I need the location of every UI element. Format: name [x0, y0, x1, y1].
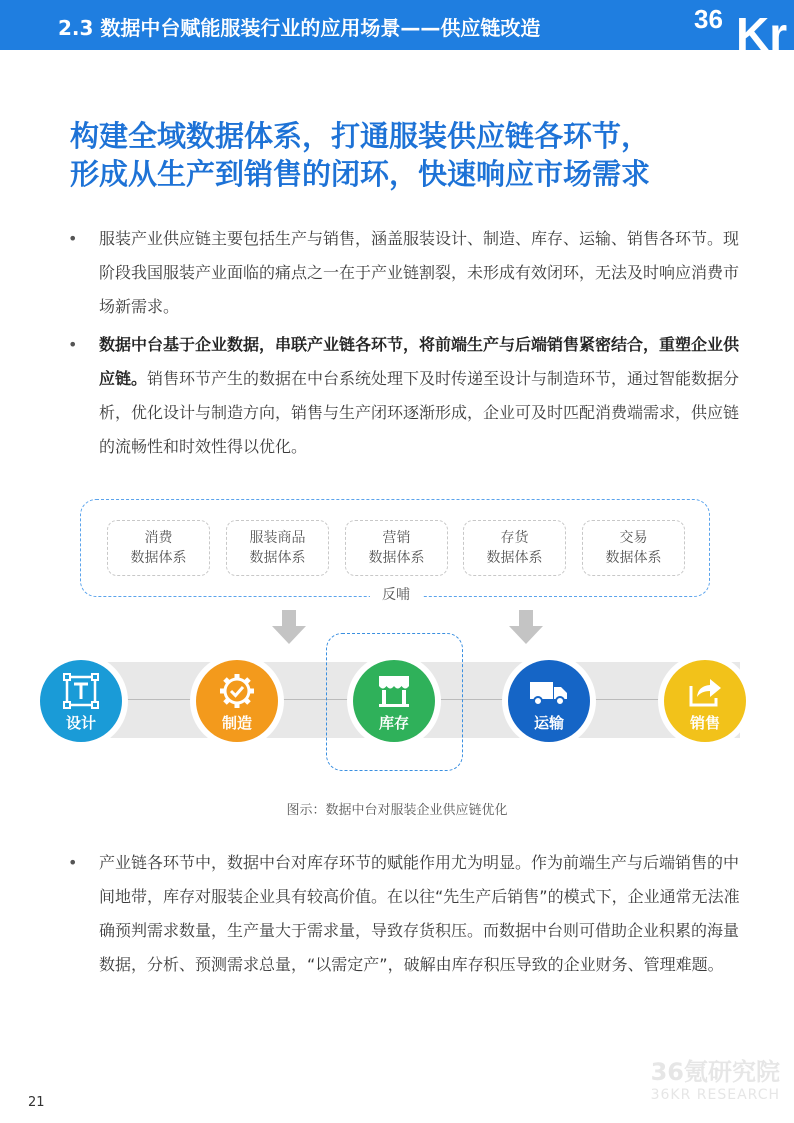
down-arrow-icon — [507, 610, 545, 646]
bullet-dot: • — [68, 335, 78, 354]
node-label: 设计 — [65, 714, 96, 732]
svg-text:36: 36 — [694, 4, 723, 34]
data-system-box — [463, 520, 566, 576]
node-transport — [502, 654, 596, 748]
bullet-text: 产业链各环节中，数据中台对库存环节的赋能作用尤为明显。作为前端生产与后端销售的中间地带，库存对服装企业具有较高价值。在以往“先生产后销售”的模式下，企业通常无法准确预判需求数量，生产量大于需求量，导致存货积压。而数据中台则可借助企业积累的海量数据，分析、预测需求总量，“以需定产”，破解由库存积压导致的企业财务、管理难题。 — [99, 853, 740, 974]
system-name: 存货 — [500, 530, 529, 546]
feedback-label: 反哺 — [370, 585, 422, 605]
headline-line-1: 构建全域数据体系，打通服装供应链各环节， — [70, 119, 651, 153]
node-transport-circle — [508, 660, 590, 742]
system-suffix: 数据体系 — [605, 550, 662, 566]
bullet-text: 销售环节产生的数据在中台系统处理下及时传递至设计与制造环节，通过智能数据分析，优化设计与制造方向，销售与生产闭环逐渐形成，企业可及时匹配消费端需求，供应链的流畅性和时效性得以优化。 — [99, 369, 740, 456]
headline-line-2: 形成从生产到销售的闭环，快速响应市场需求 — [70, 157, 651, 191]
bullet-item — [64, 222, 744, 324]
system-name: 消费 — [144, 530, 173, 546]
figure-caption: 图示：数据中台对服装企业供应链优化 — [286, 803, 508, 818]
system-suffix: 数据体系 — [486, 550, 543, 566]
node-design — [34, 654, 128, 748]
36kr-logo — [690, 0, 794, 52]
system-suffix: 数据体系 — [249, 550, 306, 566]
bullet-list-bottom — [64, 846, 744, 982]
node-sales — [658, 654, 752, 748]
text-frame-icon — [62, 672, 100, 710]
node-manufacturing-circle — [196, 660, 278, 742]
node-design-circle — [40, 660, 122, 742]
data-system-box — [107, 520, 210, 576]
bullet-text: 服装产业供应链主要包括生产与销售，涵盖服装设计、制造、库存、运输、销售各环节。现阶段我国服装产业面临的痛点之一在于产业链割裂，未形成有效闭环，无法及时响应消费市场新需求。 — [99, 229, 740, 316]
watermark — [630, 1058, 780, 1104]
node-manufacturing — [190, 654, 284, 748]
gear-check-icon — [218, 672, 256, 710]
node-label: 制造 — [221, 714, 252, 732]
bullet-item — [64, 846, 744, 982]
watermark-cn: 36氪研究院 — [650, 1058, 780, 1086]
node-sales-circle — [664, 660, 746, 742]
node-label: 运输 — [533, 714, 564, 732]
storefront-icon — [375, 672, 413, 710]
bullet-dot: • — [68, 229, 78, 248]
data-system-box — [582, 520, 685, 576]
node-label: 库存 — [378, 714, 409, 732]
system-suffix: 数据体系 — [368, 550, 425, 566]
bullet-dot: • — [68, 853, 78, 872]
data-system-box — [226, 520, 329, 576]
node-inventory — [347, 654, 441, 748]
page-headline — [70, 117, 750, 193]
data-system-box — [345, 520, 448, 576]
watermark-en: 36KR RESEARCH — [650, 1087, 780, 1103]
bullet-bold-text: 数据中台基于企业数据，串联产业链各环节，将前端生产与后端销售紧密结合，重塑企业供应链。 — [99, 335, 740, 388]
bullet-item — [64, 328, 744, 464]
system-name: 服装商品 — [249, 530, 306, 546]
header-bar — [0, 0, 794, 50]
node-label: 销售 — [689, 714, 720, 732]
system-name: 营销 — [382, 530, 411, 546]
system-name: 交易 — [619, 530, 648, 546]
node-inventory-circle — [353, 660, 435, 742]
svg-text:Kr: Kr — [736, 8, 788, 52]
share-icon — [686, 672, 724, 710]
system-suffix: 数据体系 — [130, 550, 187, 566]
down-arrow-icon — [270, 610, 308, 646]
truck-icon — [529, 672, 569, 710]
section-title: 2.3 数据中台赋能服装行业的应用场景——供应链改造 — [58, 16, 541, 40]
bullet-list-top — [64, 222, 744, 464]
page-number: 21 — [28, 1095, 45, 1110]
